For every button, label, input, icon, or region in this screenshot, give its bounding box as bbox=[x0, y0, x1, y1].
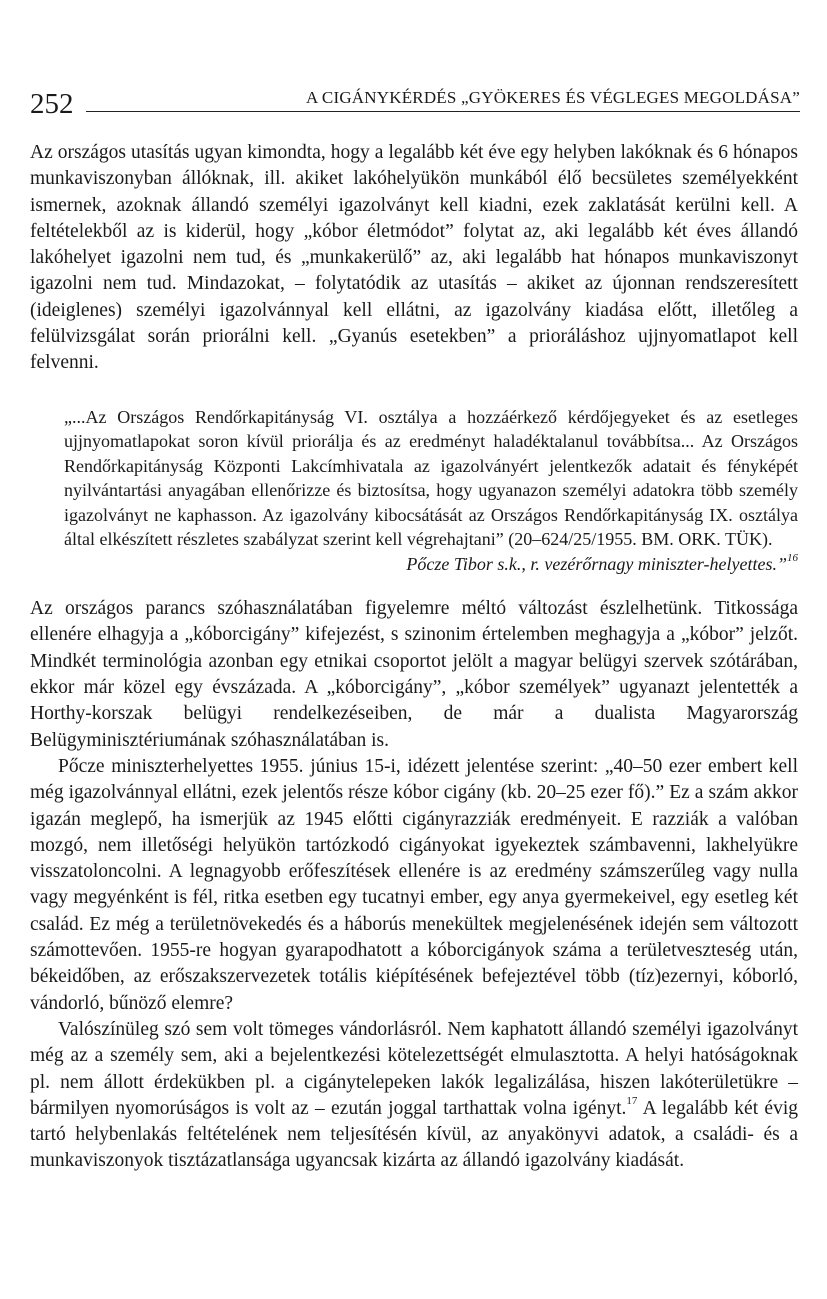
header-rule bbox=[86, 111, 800, 112]
paragraph-4 bbox=[30, 1017, 798, 1175]
block-quote bbox=[64, 405, 798, 577]
quote-text: „...Az Országos Rendőrkapitányság VI. osztálya a hozzáérkező kérdőjegyeket és az esetleges ujjnyomatlapokat soron kívül priorálja és az eredményt haladéktalanul továbbítsa... Az Országos Rendőrkapitányság Központi Lakcímhivatala az igazolványért jelentkezők adatait és fényképét nyilvántartási anyagában ellenőrizze és biztosítsa, hogy ugyanazon személyi adatokra több személy igazolványt ne kaphasson. Az igazolvány kibocsátását az Országos Rendőrkapitányság IX. osztálya által elkészített részletes szabályzat szerint kell végrehajtani” (20–624/25/1955. BM. ORK. TÜK). bbox=[64, 406, 798, 550]
body-text bbox=[30, 140, 798, 1175]
signature-text: Pőcze Tibor s.k., r. vezérőrnagy miniszter-helyettes.” bbox=[406, 553, 787, 574]
page-number: 252 bbox=[30, 88, 74, 120]
paragraph-4-part-1: Valószínüleg szó sem volt tömeges vándorlásról. Nem kaphatott állandó személyi igazolványt még az a személy sem, aki a bejelentkezési kötelezettségét elmulasztotta. A helyi hatóságoknak pl. nem állott érdekükben pl. a cigánytelepeken lakók legalizálása, hiszen lakóterületükre – bármilyen nyomorúságos is volt az – ezután joggal tarthattak volna igényt. bbox=[30, 1018, 798, 1119]
main-text bbox=[30, 596, 798, 1175]
paragraph-3: Pőcze miniszterhelyettes 1955. június 15-i, idézett jelentése szerint: „40–50 ezer embert kell még igazolvánnyal ellátni, ezek jelentős része kóbor cigány (kb. 20–25 ezer fő).” Ez a szám akkor igazán meglepő, ha ismerjük az 1945 előtti cigányrazziák eredményeit. E razziák a valóban mozgó, nem illetőségi helyükön tartózkodó cigányokat igyekeztek számbavenni, lakhelyükre visszatoloncolni. A legnagyobb erőfeszítések ellenére is az eredmény számszerűleg vagy nulla vagy megyénként is fél, ritka esetben egy tucatnyi ember, egy anya gyermekeivel, egy esetleg két család. Ez még a területnövekedés és a háborús menekültek megjelenésének idején sem változott számottevően. 1955-re hogyan gyarapodhatott a kóborcigányok száma a területveszteség után, békeidőben, az erőszakszervezetek totális kiépítésének befejeztével több (tíz)ezernyi, kóborló, vándorló, bűnöző elemre? bbox=[30, 755, 798, 1014]
page-header bbox=[30, 84, 800, 124]
paragraph-2: Az országos parancs szóhasználatában figyelemre méltó változást észlelhetünk. Titkossága ellenére elhagyja a „kóborcigány” kifejezést, s szinonim értelemben meghagyja a „kóbor” jelzőt. Mindkét terminológia azonban egy etnikai csoportot jelölt a magyar belügyi szervek szótárában, ekkor már közel egy évszázada. A „kóborcigány”, „kóbor személyek” ugyanazt jelentették a Horthy-korszak belügyi rendelkezéseiben, de már a dualista Magyarország Belügyminisztériumának szóhasználatában is. bbox=[30, 598, 798, 751]
footnote-ref-17: 17 bbox=[626, 1095, 638, 1108]
paragraph-4-part-2: A legalább két évig tartó helybenlakás feltételének nem teljesítésén kívül, az anyakönyvi adatok, a családi- és a munkaviszonyok tisztázatlansága ugyancsak kizárta az állandó igazolvány kiadását. bbox=[30, 1097, 798, 1172]
footnote-ref-16: 16 bbox=[787, 551, 798, 564]
running-title: A CIGÁNYKÉRDÉS „GYÖKERES ÉS VÉGLEGES MEGOLDÁSA” bbox=[305, 88, 800, 107]
paragraph-1: Az országos utasítás ugyan kimondta, hogy a legalább két éve egy helyben lakóknak és 6 hónapos munkaviszonyban állóknak, ill. akiket lakóhelyükön munkából élő becsületes személyekként ismernek, azoknak állandó személyi igazolványt kell kiadni, ezek zaklatását kerülni kell. A feltételekből az is kiderül, hogy „kóbor életmódot” folytat az, aki legalább két éves állandó lakóhelyet igazolni nem tud, és „munkakerülő” az, aki legalább hat hónapos munkaviszonyt igazolni nem tud. Mindazokat, – folytatódik az utasítás – akiket az újonnan rendszeresített (ideiglenes) személyi igazolvánnyal kell ellátni, az igazolvány kiadása előtt, illetőleg a felülvizsgálat során priorálni kell. „Gyanús esetekben” a prioráláshoz ujjnyomatlapot kell felvenni. bbox=[30, 142, 798, 374]
quote-signature bbox=[64, 552, 798, 577]
